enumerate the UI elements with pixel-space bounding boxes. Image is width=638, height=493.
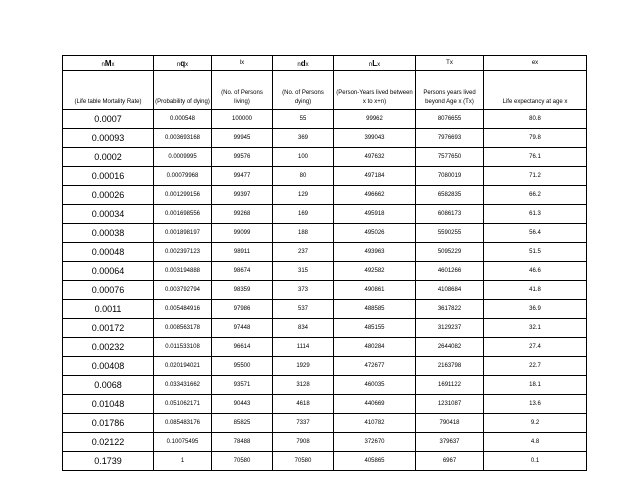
probability-cell: 0.003194888 bbox=[154, 262, 212, 281]
table-row bbox=[63, 300, 587, 319]
dying-cell: 7908 bbox=[273, 433, 334, 452]
living-cell: 98359 bbox=[212, 281, 273, 300]
dying-cell: 70580 bbox=[273, 452, 334, 471]
person-years-cell: 497632 bbox=[334, 148, 416, 167]
person-years-cell: 485155 bbox=[334, 319, 416, 338]
probability-cell: 0.001698556 bbox=[154, 205, 212, 224]
dying-cell: 373 bbox=[273, 281, 334, 300]
living-cell: 100000 bbox=[212, 110, 273, 129]
life-expectancy-cell: 22.7 bbox=[484, 357, 587, 376]
mortality-rate-cell: 0.00408 bbox=[63, 357, 154, 376]
mortality-rate-cell: 0.01786 bbox=[63, 414, 154, 433]
header-mx: nMx bbox=[63, 56, 154, 71]
dying-cell: 129 bbox=[273, 186, 334, 205]
person-years-cell: 405865 bbox=[334, 452, 416, 471]
person-years-cell: 493963 bbox=[334, 243, 416, 262]
years-beyond-cell: 8076655 bbox=[416, 110, 484, 129]
person-years-cell: 399043 bbox=[334, 129, 416, 148]
header-row-descriptions bbox=[63, 71, 587, 110]
mortality-rate-cell: 0.0007 bbox=[63, 110, 154, 129]
header-desc-life-expectancy: Life expectancy at age x bbox=[484, 71, 587, 110]
person-years-cell: 99962 bbox=[334, 110, 416, 129]
table-row bbox=[63, 433, 587, 452]
header-desc-living: (No. of Persons living) bbox=[212, 71, 273, 110]
life-expectancy-cell: 56.4 bbox=[484, 224, 587, 243]
dying-cell: 3128 bbox=[273, 376, 334, 395]
table-row bbox=[63, 357, 587, 376]
table-row bbox=[63, 281, 587, 300]
living-cell: 99945 bbox=[212, 129, 273, 148]
years-beyond-cell: 7976693 bbox=[416, 129, 484, 148]
mortality-rate-cell: 0.00172 bbox=[63, 319, 154, 338]
mortality-rate-cell: 0.00038 bbox=[63, 224, 154, 243]
living-cell: 99477 bbox=[212, 167, 273, 186]
life-expectancy-cell: 71.2 bbox=[484, 167, 587, 186]
header-desc-person-years: (Person-Years lived between x to x+n) bbox=[334, 71, 416, 110]
living-cell: 97448 bbox=[212, 319, 273, 338]
years-beyond-cell: 5095229 bbox=[416, 243, 484, 262]
living-cell: 99268 bbox=[212, 205, 273, 224]
life-expectancy-cell: 13.6 bbox=[484, 395, 587, 414]
mortality-rate-cell: 0.0011 bbox=[63, 300, 154, 319]
years-beyond-cell: 2644082 bbox=[416, 338, 484, 357]
years-beyond-cell: 7577650 bbox=[416, 148, 484, 167]
header-desc-years-beyond: Persons years lived beyond Age x (Tx) bbox=[416, 71, 484, 110]
table-row bbox=[63, 262, 587, 281]
mortality-rate-cell: 0.02122 bbox=[63, 433, 154, 452]
life-expectancy-cell: 9.2 bbox=[484, 414, 587, 433]
life-expectancy-cell: 61.3 bbox=[484, 205, 587, 224]
dying-cell: 80 bbox=[273, 167, 334, 186]
mortality-rate-cell: 0.0068 bbox=[63, 376, 154, 395]
table-row bbox=[63, 148, 587, 167]
probability-cell: 0.001898197 bbox=[154, 224, 212, 243]
years-beyond-cell: 379637 bbox=[416, 433, 484, 452]
table-row bbox=[63, 338, 587, 357]
dying-cell: 369 bbox=[273, 129, 334, 148]
dying-cell: 169 bbox=[273, 205, 334, 224]
probability-cell: 0.0009995 bbox=[154, 148, 212, 167]
dying-cell: 1114 bbox=[273, 338, 334, 357]
table-row bbox=[63, 186, 587, 205]
living-cell: 78488 bbox=[212, 433, 273, 452]
table-row bbox=[63, 243, 587, 262]
person-years-cell: 472677 bbox=[334, 357, 416, 376]
table-row bbox=[63, 395, 587, 414]
life-expectancy-cell: 0.1 bbox=[484, 452, 587, 471]
mortality-rate-cell: 0.00064 bbox=[63, 262, 154, 281]
probability-cell: 0.033431662 bbox=[154, 376, 212, 395]
person-years-cell: 492582 bbox=[334, 262, 416, 281]
life-expectancy-cell: 66.2 bbox=[484, 186, 587, 205]
table-row bbox=[63, 167, 587, 186]
living-cell: 90443 bbox=[212, 395, 273, 414]
header-desc-dying: (No. of Persons dying) bbox=[273, 71, 334, 110]
mortality-rate-cell: 0.1739 bbox=[63, 452, 154, 471]
life-expectancy-cell: 4.8 bbox=[484, 433, 587, 452]
years-beyond-cell: 3129237 bbox=[416, 319, 484, 338]
living-cell: 98674 bbox=[212, 262, 273, 281]
probability-cell: 0.000548 bbox=[154, 110, 212, 129]
person-years-cell: 495026 bbox=[334, 224, 416, 243]
years-beyond-cell: 1231087 bbox=[416, 395, 484, 414]
header-dx: ndx bbox=[273, 56, 334, 71]
life-expectancy-cell: 41.8 bbox=[484, 281, 587, 300]
dying-cell: 188 bbox=[273, 224, 334, 243]
table-row bbox=[63, 319, 587, 338]
probability-cell: 0.001299156 bbox=[154, 186, 212, 205]
years-beyond-cell: 6967 bbox=[416, 452, 484, 471]
probability-cell: 0.085483176 bbox=[154, 414, 212, 433]
living-cell: 70580 bbox=[212, 452, 273, 471]
life-expectancy-cell: 79.8 bbox=[484, 129, 587, 148]
person-years-cell: 488585 bbox=[334, 300, 416, 319]
probability-cell: 0.00079968 bbox=[154, 167, 212, 186]
header-qx: nqx bbox=[154, 56, 212, 71]
probability-cell: 1 bbox=[154, 452, 212, 471]
person-years-cell: 490861 bbox=[334, 281, 416, 300]
years-beyond-cell: 5590255 bbox=[416, 224, 484, 243]
living-cell: 99099 bbox=[212, 224, 273, 243]
mortality-rate-cell: 0.00232 bbox=[63, 338, 154, 357]
person-years-cell: 410782 bbox=[334, 414, 416, 433]
life-expectancy-cell: 27.4 bbox=[484, 338, 587, 357]
probability-cell: 0.005484916 bbox=[154, 300, 212, 319]
probability-cell: 0.003693168 bbox=[154, 129, 212, 148]
header-ex: ex bbox=[484, 56, 587, 71]
person-years-cell: 480284 bbox=[334, 338, 416, 357]
dying-cell: 834 bbox=[273, 319, 334, 338]
table-body bbox=[63, 110, 587, 471]
years-beyond-cell: 7080019 bbox=[416, 167, 484, 186]
probability-cell: 0.003792794 bbox=[154, 281, 212, 300]
table-row bbox=[63, 414, 587, 433]
dying-cell: 100 bbox=[273, 148, 334, 167]
probability-cell: 0.002397123 bbox=[154, 243, 212, 262]
life-expectancy-cell: 18.1 bbox=[484, 376, 587, 395]
life-expectancy-cell: 76.1 bbox=[484, 148, 587, 167]
dying-cell: 237 bbox=[273, 243, 334, 262]
years-beyond-cell: 3617822 bbox=[416, 300, 484, 319]
living-cell: 98911 bbox=[212, 243, 273, 262]
table-row bbox=[63, 205, 587, 224]
table-row bbox=[63, 129, 587, 148]
life-expectancy-cell: 80.8 bbox=[484, 110, 587, 129]
living-cell: 85825 bbox=[212, 414, 273, 433]
table-row bbox=[63, 110, 587, 129]
dying-cell: 4618 bbox=[273, 395, 334, 414]
probability-cell: 0.10075495 bbox=[154, 433, 212, 452]
header-row-symbols bbox=[63, 56, 587, 71]
person-years-cell: 495918 bbox=[334, 205, 416, 224]
life-expectancy-cell: 46.6 bbox=[484, 262, 587, 281]
dying-cell: 537 bbox=[273, 300, 334, 319]
header-lx: lx bbox=[212, 56, 273, 71]
years-beyond-cell: 4108684 bbox=[416, 281, 484, 300]
dying-cell: 7337 bbox=[273, 414, 334, 433]
living-cell: 97986 bbox=[212, 300, 273, 319]
person-years-cell: 372670 bbox=[334, 433, 416, 452]
person-years-cell: 460035 bbox=[334, 376, 416, 395]
mortality-rate-cell: 0.00048 bbox=[63, 243, 154, 262]
header-Lx: nLx bbox=[334, 56, 416, 71]
mortality-rate-cell: 0.00093 bbox=[63, 129, 154, 148]
living-cell: 99576 bbox=[212, 148, 273, 167]
mortality-rate-cell: 0.00076 bbox=[63, 281, 154, 300]
years-beyond-cell: 1691122 bbox=[416, 376, 484, 395]
probability-cell: 0.051062171 bbox=[154, 395, 212, 414]
header-tx: Tx bbox=[416, 56, 484, 71]
living-cell: 99397 bbox=[212, 186, 273, 205]
probability-cell: 0.008563178 bbox=[154, 319, 212, 338]
mortality-rate-cell: 0.00016 bbox=[63, 167, 154, 186]
life-expectancy-cell: 32.1 bbox=[484, 319, 587, 338]
mortality-rate-cell: 0.01048 bbox=[63, 395, 154, 414]
mortality-rate-cell: 0.0002 bbox=[63, 148, 154, 167]
person-years-cell: 497184 bbox=[334, 167, 416, 186]
years-beyond-cell: 6086173 bbox=[416, 205, 484, 224]
dying-cell: 55 bbox=[273, 110, 334, 129]
table-row bbox=[63, 376, 587, 395]
living-cell: 95500 bbox=[212, 357, 273, 376]
probability-cell: 0.011533108 bbox=[154, 338, 212, 357]
header-desc-mortality-rate: (Life table Mortality Rate) bbox=[63, 71, 154, 110]
living-cell: 96614 bbox=[212, 338, 273, 357]
years-beyond-cell: 790418 bbox=[416, 414, 484, 433]
life-expectancy-cell: 51.5 bbox=[484, 243, 587, 262]
mortality-rate-cell: 0.00026 bbox=[63, 186, 154, 205]
years-beyond-cell: 4601266 bbox=[416, 262, 484, 281]
dying-cell: 1929 bbox=[273, 357, 334, 376]
years-beyond-cell: 2163798 bbox=[416, 357, 484, 376]
life-expectancy-cell: 36.9 bbox=[484, 300, 587, 319]
years-beyond-cell: 6582835 bbox=[416, 186, 484, 205]
living-cell: 93571 bbox=[212, 376, 273, 395]
person-years-cell: 440669 bbox=[334, 395, 416, 414]
header-desc-probability: (Probability of dying) bbox=[154, 71, 212, 110]
probability-cell: 0.020194021 bbox=[154, 357, 212, 376]
dying-cell: 315 bbox=[273, 262, 334, 281]
life-table bbox=[62, 55, 587, 471]
person-years-cell: 496662 bbox=[334, 186, 416, 205]
table-row bbox=[63, 224, 587, 243]
table-row bbox=[63, 452, 587, 471]
mortality-rate-cell: 0.00034 bbox=[63, 205, 154, 224]
